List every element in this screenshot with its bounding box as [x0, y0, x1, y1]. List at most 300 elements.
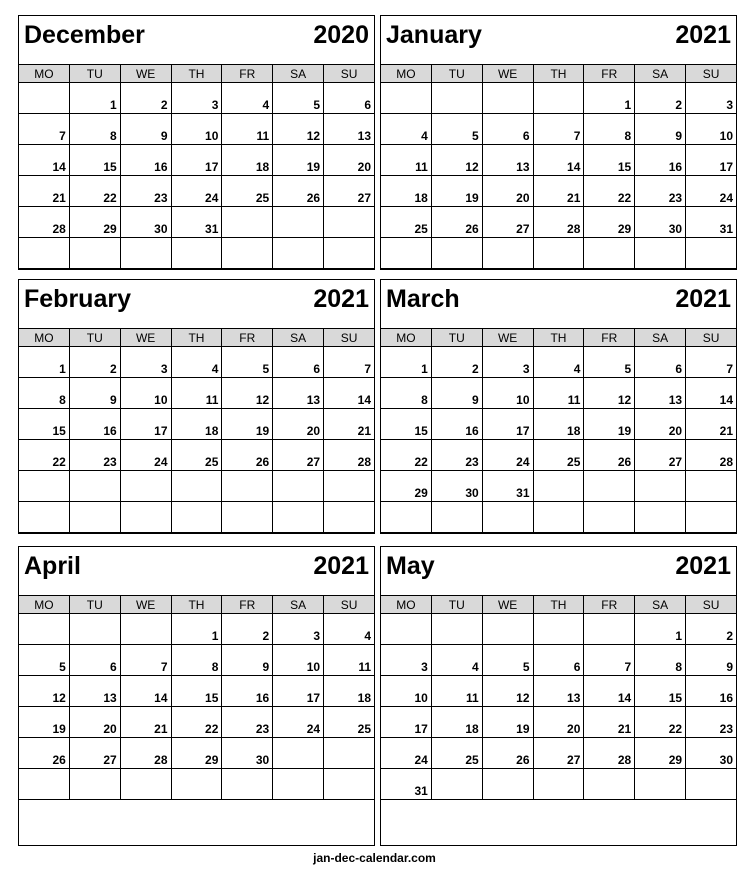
- day-cell: [584, 145, 635, 176]
- day-cell: [686, 114, 737, 145]
- day-cell: [273, 114, 324, 145]
- day-cell: [686, 440, 737, 471]
- day-number: 1: [110, 98, 117, 112]
- day-number: 10: [516, 393, 530, 407]
- day-cell: [120, 83, 171, 114]
- day-number: 11: [358, 660, 371, 674]
- day-number: [584, 798, 631, 799]
- day-cell: [171, 440, 222, 471]
- day-number: 17: [154, 424, 168, 438]
- weekday-header-row: [381, 65, 737, 83]
- day-cell: [171, 738, 222, 769]
- day-number: 4: [573, 362, 581, 376]
- day-cell: [584, 502, 635, 533]
- day-number: 16: [103, 424, 117, 438]
- day-cell: [584, 114, 635, 145]
- day-cell: [686, 83, 737, 114]
- day-number: 21: [719, 424, 733, 438]
- day-cell: [19, 145, 70, 176]
- day-cell: [171, 176, 222, 207]
- day-cell: [584, 347, 635, 378]
- day-cell: [19, 738, 70, 769]
- day-number: 20: [103, 722, 117, 736]
- day-cell: [381, 738, 432, 769]
- day-number: 13: [103, 691, 117, 705]
- weekday-label: FR: [222, 329, 273, 347]
- day-cell: [431, 471, 482, 502]
- day-number: [432, 798, 479, 799]
- day-cell: [533, 645, 584, 676]
- day-number: 5: [624, 362, 632, 376]
- weekday-label: SU: [686, 65, 737, 83]
- week-row: [19, 440, 375, 471]
- month-year: 2021: [675, 285, 731, 313]
- weekday-label: SA: [635, 65, 686, 83]
- day-number: 22: [617, 191, 632, 205]
- day-cell: [533, 471, 584, 502]
- day-cell: [635, 738, 686, 769]
- week-row: [381, 614, 737, 645]
- day-cell: [19, 471, 70, 502]
- day-cell: [431, 645, 482, 676]
- day-number: 6: [675, 362, 683, 376]
- day-cell: [171, 707, 222, 738]
- day-number: 6: [313, 362, 321, 376]
- day-number: 11: [567, 393, 581, 407]
- day-cell: [533, 614, 584, 645]
- day-number: 10: [414, 691, 428, 705]
- day-number: 4: [262, 98, 270, 112]
- day-number: [273, 798, 320, 799]
- day-cell: [69, 238, 120, 269]
- day-cell: [273, 238, 324, 269]
- day-number: 24: [205, 191, 219, 205]
- day-number: 7: [726, 362, 733, 376]
- day-number: 18: [255, 160, 270, 174]
- day-number: 28: [154, 753, 168, 767]
- day-cell: [686, 238, 737, 269]
- day-number: 25: [255, 191, 270, 205]
- week-row: [381, 145, 737, 176]
- day-number: 20: [668, 424, 683, 438]
- day-cell: [120, 614, 171, 645]
- day-number: 20: [516, 191, 530, 205]
- day-cell: [686, 145, 737, 176]
- weekday-header-row: [19, 65, 375, 83]
- day-cell: [533, 238, 584, 269]
- day-number: 1: [59, 362, 66, 376]
- day-cell: [533, 378, 584, 409]
- day-cell: [273, 409, 324, 440]
- week-row: [19, 738, 375, 769]
- day-number: 15: [205, 691, 219, 705]
- day-cell: [69, 738, 120, 769]
- day-number: 15: [52, 424, 66, 438]
- day-number: 4: [364, 629, 371, 643]
- day-cell: [171, 207, 222, 238]
- day-number: [584, 531, 631, 532]
- day-number: 24: [306, 722, 321, 736]
- week-row: [19, 378, 375, 409]
- day-cell: [69, 645, 120, 676]
- day-number: 31: [414, 784, 428, 798]
- day-cell: [171, 238, 222, 269]
- day-cell: [324, 645, 375, 676]
- day-number: 13: [516, 160, 530, 174]
- weekday-header-row: [19, 596, 375, 614]
- day-number: 12: [465, 160, 479, 174]
- day-number: [172, 798, 219, 799]
- day-number: [222, 798, 269, 799]
- weekday-label: SA: [635, 329, 686, 347]
- day-number: 28: [617, 753, 632, 767]
- day-cell: [222, 378, 273, 409]
- weekday-label: SU: [324, 65, 375, 83]
- day-number: 21: [52, 191, 66, 205]
- day-number: 18: [357, 691, 371, 705]
- day-number: 29: [668, 753, 683, 767]
- day-number: [70, 267, 117, 268]
- day-number: 30: [719, 753, 733, 767]
- day-cell: [171, 347, 222, 378]
- day-number: 26: [465, 222, 479, 236]
- day-cell: [635, 83, 686, 114]
- day-number: 8: [59, 393, 66, 407]
- week-row: [19, 207, 375, 238]
- day-number: 25: [465, 753, 479, 767]
- month-year: 2021: [313, 285, 369, 313]
- day-number: 22: [103, 191, 117, 205]
- day-cell: [222, 347, 273, 378]
- day-cell: [482, 83, 533, 114]
- day-number: 10: [306, 660, 321, 674]
- day-cell: [431, 114, 482, 145]
- day-cell: [19, 707, 70, 738]
- month-grid: [18, 64, 375, 269]
- day-number: 24: [154, 455, 168, 469]
- day-cell: [381, 114, 432, 145]
- day-cell: [584, 83, 635, 114]
- day-cell: [381, 378, 432, 409]
- notes-area: [19, 800, 374, 845]
- day-number: 9: [262, 660, 270, 674]
- weekday-label: FR: [584, 596, 635, 614]
- day-cell: [635, 347, 686, 378]
- day-number: 1: [421, 362, 428, 376]
- day-number: 24: [719, 191, 733, 205]
- day-cell: [482, 502, 533, 533]
- day-number: [686, 531, 733, 532]
- day-cell: [19, 238, 70, 269]
- day-number: 17: [719, 160, 733, 174]
- day-number: [222, 267, 269, 268]
- day-number: 4: [421, 129, 428, 143]
- day-number: [273, 531, 320, 532]
- day-number: 27: [567, 753, 581, 767]
- month-february: [18, 279, 375, 534]
- day-number: [432, 531, 479, 532]
- day-cell: [171, 145, 222, 176]
- day-cell: [120, 676, 171, 707]
- day-number: 13: [567, 691, 581, 705]
- day-cell: [171, 614, 222, 645]
- day-cell: [171, 378, 222, 409]
- day-number: 15: [617, 160, 632, 174]
- day-cell: [222, 238, 273, 269]
- weekday-label: SU: [686, 596, 737, 614]
- day-cell: [686, 645, 737, 676]
- weekday-label: SA: [273, 65, 324, 83]
- day-cell: [324, 409, 375, 440]
- week-row: [19, 83, 375, 114]
- day-cell: [19, 347, 70, 378]
- day-number: 15: [414, 424, 428, 438]
- day-cell: [324, 440, 375, 471]
- day-cell: [533, 769, 584, 800]
- month-header: [19, 547, 374, 595]
- day-number: 1: [675, 629, 683, 643]
- day-number: 26: [306, 191, 321, 205]
- day-number: 29: [103, 222, 117, 236]
- week-row: [381, 707, 737, 738]
- day-number: 26: [617, 455, 632, 469]
- month-name: April: [24, 552, 81, 580]
- day-number: 10: [719, 129, 733, 143]
- day-number: 3: [522, 362, 530, 376]
- day-cell: [19, 502, 70, 533]
- day-number: 9: [160, 129, 168, 143]
- day-cell: [686, 207, 737, 238]
- day-cell: [171, 83, 222, 114]
- day-cell: [171, 471, 222, 502]
- week-row: [19, 769, 375, 800]
- day-number: 19: [255, 424, 270, 438]
- day-cell: [533, 114, 584, 145]
- day-number: 17: [516, 424, 530, 438]
- day-number: 16: [719, 691, 733, 705]
- day-cell: [19, 83, 70, 114]
- day-number: [381, 267, 428, 268]
- day-number: 21: [154, 722, 168, 736]
- day-cell: [171, 114, 222, 145]
- day-cell: [273, 176, 324, 207]
- day-cell: [120, 502, 171, 533]
- weekday-label: WE: [120, 65, 171, 83]
- weekday-label: MO: [381, 329, 432, 347]
- day-cell: [431, 676, 482, 707]
- day-cell: [533, 347, 584, 378]
- day-number: 3: [421, 660, 428, 674]
- day-cell: [584, 440, 635, 471]
- day-cell: [533, 440, 584, 471]
- day-number: 18: [414, 191, 428, 205]
- day-number: 30: [668, 222, 683, 236]
- day-cell: [222, 707, 273, 738]
- weekday-label: TU: [69, 65, 120, 83]
- day-number: 21: [567, 191, 581, 205]
- day-cell: [584, 238, 635, 269]
- day-cell: [120, 176, 171, 207]
- day-cell: [482, 614, 533, 645]
- day-number: 8: [211, 660, 219, 674]
- day-number: [534, 531, 581, 532]
- month-header: [19, 280, 374, 328]
- day-cell: [381, 676, 432, 707]
- month-name: May: [386, 552, 435, 580]
- day-cell: [431, 614, 482, 645]
- notes-area: [381, 800, 736, 845]
- day-cell: [273, 83, 324, 114]
- month-may: [380, 546, 737, 846]
- day-cell: [431, 502, 482, 533]
- day-cell: [273, 676, 324, 707]
- week-row: [19, 145, 375, 176]
- day-cell: [69, 502, 120, 533]
- day-cell: [69, 471, 120, 502]
- day-number: 10: [205, 129, 219, 143]
- day-cell: [69, 207, 120, 238]
- day-cell: [635, 769, 686, 800]
- weekday-label: TH: [171, 596, 222, 614]
- day-cell: [69, 347, 120, 378]
- day-cell: [381, 769, 432, 800]
- day-number: 28: [567, 222, 581, 236]
- day-number: 23: [668, 191, 683, 205]
- day-cell: [686, 176, 737, 207]
- day-cell: [431, 176, 482, 207]
- day-number: 30: [255, 753, 270, 767]
- day-cell: [273, 502, 324, 533]
- day-number: 19: [516, 722, 530, 736]
- day-cell: [533, 207, 584, 238]
- day-cell: [482, 207, 533, 238]
- weekday-header-row: [381, 596, 737, 614]
- day-number: 7: [624, 660, 632, 674]
- day-number: [483, 798, 530, 799]
- day-number: 14: [567, 160, 581, 174]
- day-number: 11: [415, 160, 428, 174]
- day-number: 12: [306, 129, 321, 143]
- day-number: 24: [516, 455, 530, 469]
- day-number: 26: [255, 455, 270, 469]
- weekday-label: WE: [482, 596, 533, 614]
- day-cell: [19, 645, 70, 676]
- weekday-label: FR: [584, 329, 635, 347]
- day-cell: [635, 145, 686, 176]
- day-number: [381, 531, 428, 532]
- day-number: 7: [573, 129, 581, 143]
- weekday-label: MO: [19, 596, 70, 614]
- day-number: 6: [522, 129, 530, 143]
- weekday-header-row: [381, 329, 737, 347]
- week-row: [381, 409, 737, 440]
- weekday-header-row: [19, 329, 375, 347]
- day-cell: [120, 738, 171, 769]
- day-number: 8: [624, 129, 632, 143]
- day-cell: [120, 471, 171, 502]
- day-cell: [482, 440, 533, 471]
- day-cell: [120, 207, 171, 238]
- day-cell: [69, 378, 120, 409]
- day-number: 26: [52, 753, 66, 767]
- day-number: 25: [414, 222, 428, 236]
- day-cell: [635, 176, 686, 207]
- day-number: 14: [154, 691, 168, 705]
- day-cell: [324, 502, 375, 533]
- day-cell: [19, 676, 70, 707]
- weekday-label: SU: [686, 329, 737, 347]
- day-number: 23: [255, 722, 270, 736]
- day-cell: [686, 347, 737, 378]
- day-number: 22: [668, 722, 683, 736]
- day-cell: [324, 471, 375, 502]
- day-cell: [69, 409, 120, 440]
- day-cell: [222, 614, 273, 645]
- day-number: 14: [52, 160, 66, 174]
- day-number: 26: [516, 753, 530, 767]
- day-number: [534, 798, 581, 799]
- day-number: 22: [52, 455, 66, 469]
- day-cell: [324, 114, 375, 145]
- day-number: [324, 798, 371, 799]
- day-cell: [635, 378, 686, 409]
- day-number: 27: [306, 455, 321, 469]
- day-number: 2: [160, 98, 168, 112]
- day-number: 17: [205, 160, 219, 174]
- day-cell: [120, 114, 171, 145]
- day-cell: [19, 378, 70, 409]
- day-cell: [482, 238, 533, 269]
- day-cell: [120, 409, 171, 440]
- day-number: 29: [414, 486, 428, 500]
- day-number: 2: [472, 362, 479, 376]
- day-cell: [533, 409, 584, 440]
- day-number: 5: [522, 660, 530, 674]
- day-cell: [273, 207, 324, 238]
- day-cell: [381, 471, 432, 502]
- day-cell: [381, 614, 432, 645]
- day-cell: [381, 145, 432, 176]
- day-number: 6: [364, 98, 371, 112]
- day-number: 7: [364, 362, 371, 376]
- weekday-label: TH: [533, 596, 584, 614]
- day-cell: [324, 83, 375, 114]
- month-grid: [380, 328, 737, 533]
- day-cell: [69, 83, 120, 114]
- day-cell: [533, 738, 584, 769]
- day-cell: [222, 409, 273, 440]
- day-number: [635, 798, 682, 799]
- day-number: 10: [154, 393, 168, 407]
- day-cell: [686, 707, 737, 738]
- day-number: 25: [205, 455, 219, 469]
- day-number: 8: [421, 393, 428, 407]
- month-january: [380, 15, 737, 270]
- day-number: 3: [160, 362, 168, 376]
- day-cell: [635, 409, 686, 440]
- weekday-label: FR: [222, 596, 273, 614]
- month-grid: [380, 595, 737, 800]
- day-number: 29: [205, 753, 219, 767]
- day-cell: [381, 347, 432, 378]
- day-number: [324, 531, 371, 532]
- day-number: 30: [154, 222, 168, 236]
- day-cell: [324, 176, 375, 207]
- week-row: [381, 471, 737, 502]
- day-number: 19: [306, 160, 321, 174]
- weekday-label: WE: [482, 65, 533, 83]
- day-cell: [482, 645, 533, 676]
